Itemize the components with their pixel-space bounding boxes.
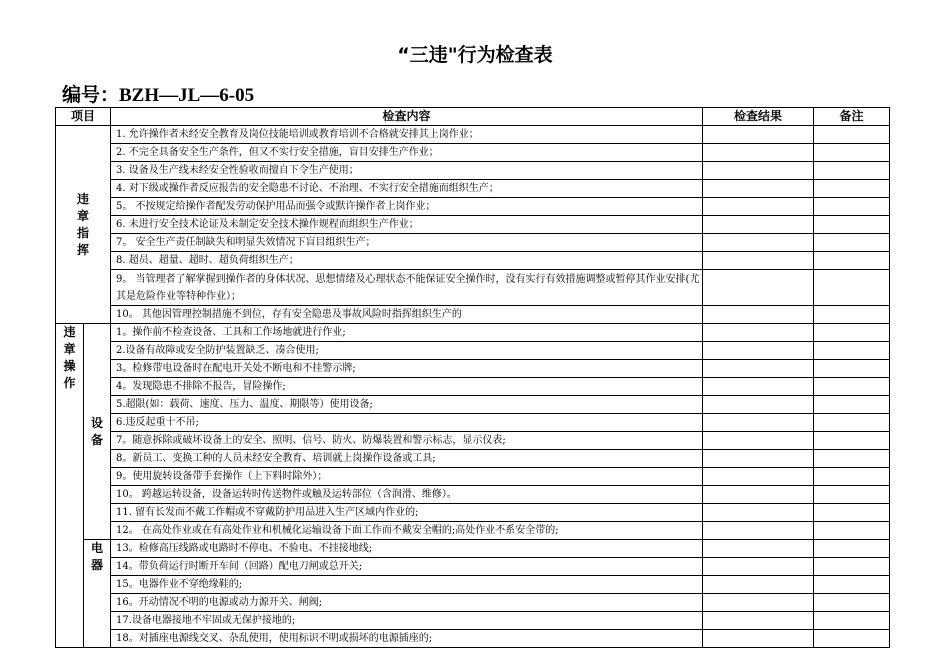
check-item: 16。开动情况不明的电源或动力源开关、闸阀; — [111, 594, 703, 612]
table-header-row — [56, 108, 890, 126]
remark-cell[interactable] — [814, 594, 890, 612]
document-code: 编号：BZH—JL—6-05 — [62, 85, 255, 106]
remark-cell[interactable] — [814, 396, 890, 414]
table-row — [56, 180, 890, 198]
remark-cell[interactable] — [814, 378, 890, 396]
remark-cell[interactable] — [814, 612, 890, 630]
table-row — [56, 360, 890, 378]
remark-cell[interactable] — [814, 522, 890, 540]
remark-cell[interactable] — [814, 576, 890, 594]
remark-cell[interactable] — [814, 486, 890, 504]
table-row — [56, 522, 890, 540]
check-item: 6.违反起重十不吊; — [111, 414, 703, 432]
result-cell[interactable] — [703, 234, 814, 252]
result-cell[interactable] — [703, 216, 814, 234]
result-cell[interactable] — [703, 432, 814, 450]
result-cell[interactable] — [703, 486, 814, 504]
check-item: 4. 对下级或操作者反应报告的安全隐患不讨论、不治理、不实行安全措施而组织生产； — [111, 180, 703, 198]
remark-cell[interactable] — [814, 360, 890, 378]
table-row — [56, 504, 890, 522]
header-remark: 备注 — [814, 108, 890, 126]
remark-cell[interactable] — [814, 630, 890, 648]
inspection-table — [55, 107, 890, 648]
table-row — [56, 126, 890, 144]
remark-cell[interactable] — [814, 540, 890, 558]
header-content: 检查内容 — [111, 108, 703, 126]
table-row — [56, 486, 890, 504]
table-row — [56, 342, 890, 360]
check-item: 17.设备电器接地不牢固或无保护接地的; — [111, 612, 703, 630]
table-row — [56, 468, 890, 486]
header-result: 检查结果 — [703, 108, 814, 126]
check-item: 10。 跨越运转设备，设备运转时传送物件或触及运转部位（含润滑、维修）。 — [111, 486, 703, 504]
result-cell[interactable] — [703, 270, 814, 306]
check-item: 8。新员工、变换工种的人员未经安全教育、培训就上岗操作设备或工具; — [111, 450, 703, 468]
table-row — [56, 396, 890, 414]
header-item: 项目 — [56, 108, 111, 126]
result-cell[interactable] — [703, 468, 814, 486]
table-row — [56, 594, 890, 612]
table-row — [56, 144, 890, 162]
result-cell[interactable] — [703, 414, 814, 432]
result-cell[interactable] — [703, 396, 814, 414]
sub-label-electrical: 电器 — [84, 540, 111, 648]
check-item: 9。 当管理者了解掌握到操作者的身体状况、思想情绪及心理状态不能保证安全操作时，没有实行有效措施调整或暂停其作业安排(尤其是危险作业等特种作业）； — [111, 270, 703, 306]
check-item: 13。检修高压线路或电路时不停电、不验电、不挂接地线; — [111, 540, 703, 558]
check-item: 2.设备有故障或安全防护装置缺乏、凑合使用; — [111, 342, 703, 360]
check-item: 11. 留有长发而不戴工作帽或不穿戴防护用品进入生产区域内作业的; — [111, 504, 703, 522]
check-item: 7。 安全生产责任制缺失和明显失效情况下盲目组织生产； — [111, 234, 703, 252]
check-item: 3. 设备及生产线未经安全性验收而擅自下令生产使用； — [111, 162, 703, 180]
check-item: 6. 未进行安全技术论证及未制定安全技术操作规程而组织生产作业； — [111, 216, 703, 234]
result-cell[interactable] — [703, 522, 814, 540]
table-row — [56, 540, 890, 558]
result-cell[interactable] — [703, 594, 814, 612]
check-item: 14。带负荷运行时断开车间（回路）配电刀闸或总开关; — [111, 558, 703, 576]
table-row — [56, 414, 890, 432]
check-item: 15。电器作业不穿绝缘鞋的; — [111, 576, 703, 594]
remark-cell[interactable] — [814, 144, 890, 162]
remark-cell[interactable] — [814, 126, 890, 144]
check-item: 1. 允许操作者未经安全教育及岗位技能培训或教育培训不合格就安排其上岗作业； — [111, 126, 703, 144]
result-cell[interactable] — [703, 324, 814, 342]
result-cell[interactable] — [703, 252, 814, 270]
check-item: 10。 其他因管理控制措施不到位，存有安全隐患及事故风险时指挥组织生产的 — [111, 306, 703, 324]
check-item: 12。 在高处作业或在有高处作业和机械化运输设备下面工作而不戴安全帽的;高处作业不系安全带的; — [111, 522, 703, 540]
table-row — [56, 162, 890, 180]
result-cell[interactable] — [703, 162, 814, 180]
remark-cell[interactable] — [814, 450, 890, 468]
result-cell[interactable] — [703, 450, 814, 468]
remark-cell[interactable] — [814, 342, 890, 360]
table-row — [56, 612, 890, 630]
remark-cell[interactable] — [814, 468, 890, 486]
result-cell[interactable] — [703, 558, 814, 576]
table-row — [56, 378, 890, 396]
result-cell[interactable] — [703, 576, 814, 594]
table-row — [56, 270, 890, 306]
result-cell[interactable] — [703, 540, 814, 558]
check-item: 8. 超员、超量、超时、超负荷组织生产； — [111, 252, 703, 270]
sub-label-equipment: 设备 — [84, 324, 111, 540]
remark-cell[interactable] — [814, 504, 890, 522]
check-item: 2. 不完全具备安全生产条件，但又不实行安全措施，盲目安排生产作业； — [111, 144, 703, 162]
remark-cell[interactable] — [814, 162, 890, 180]
table-row — [56, 306, 890, 324]
page-title: “三违"行为检查表 — [397, 44, 553, 66]
remark-cell[interactable] — [814, 216, 890, 234]
group-label-operation: 违章操作 — [56, 324, 84, 648]
remark-cell[interactable] — [814, 432, 890, 450]
result-cell[interactable] — [703, 198, 814, 216]
check-item: 18。对插座电源线交叉、杂乱使用，使用标识不明或损坏的电源插座的; — [111, 630, 703, 648]
table-row — [56, 558, 890, 576]
remark-cell[interactable] — [814, 234, 890, 252]
table-row — [56, 630, 890, 648]
check-item: 3。检修带电设备时在配电开关处不断电和不挂警示牌; — [111, 360, 703, 378]
remark-cell[interactable] — [814, 306, 890, 324]
result-cell[interactable] — [703, 306, 814, 324]
remark-cell[interactable] — [814, 252, 890, 270]
remark-cell[interactable] — [814, 270, 890, 306]
check-item: 1。操作前不检查设备、工具和工作场地就进行作业; — [111, 324, 703, 342]
remark-cell[interactable] — [814, 558, 890, 576]
remark-cell[interactable] — [814, 198, 890, 216]
check-item: 4。发现隐患不排除不报告，冒险操作; — [111, 378, 703, 396]
group-label-command: 违章指挥 — [56, 126, 111, 324]
check-item: 5.超限(如：载荷、速度、压力、温度、期限等）使用设备; — [111, 396, 703, 414]
check-item: 7。随意拆除或破坏设备上的安全、照明、信号、防火、防爆装置和警示标志，显示仪表; — [111, 432, 703, 450]
result-cell[interactable] — [703, 144, 814, 162]
table-row — [56, 252, 890, 270]
table-row — [56, 198, 890, 216]
remark-cell[interactable] — [814, 324, 890, 342]
check-item: 9。使用旋转设备带手套操作（上下料时除外）； — [111, 468, 703, 486]
result-cell[interactable] — [703, 342, 814, 360]
table-row — [56, 576, 890, 594]
check-item: 5。 不按规定给操作者配发劳动保护用品而强令或默许操作者上岗作业； — [111, 198, 703, 216]
result-cell[interactable] — [703, 612, 814, 630]
table-row — [56, 324, 890, 342]
result-cell[interactable] — [703, 126, 814, 144]
table-row — [56, 234, 890, 252]
table-row — [56, 450, 890, 468]
remark-cell[interactable] — [814, 414, 890, 432]
result-cell[interactable] — [703, 360, 814, 378]
remark-cell[interactable] — [814, 180, 890, 198]
result-cell[interactable] — [703, 378, 814, 396]
table-row — [56, 432, 890, 450]
result-cell[interactable] — [703, 504, 814, 522]
result-cell[interactable] — [703, 630, 814, 648]
table-row — [56, 216, 890, 234]
result-cell[interactable] — [703, 180, 814, 198]
